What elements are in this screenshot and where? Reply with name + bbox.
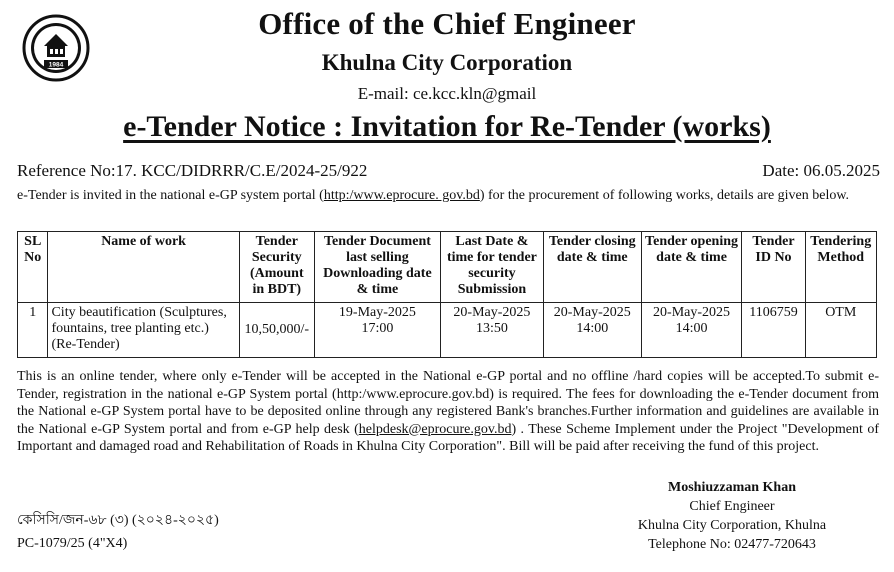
table-header-row <box>18 232 877 303</box>
eprocure-link[interactable]: http:/www.eprocure. gov.bd <box>323 188 480 203</box>
cell-sec-date <box>440 303 543 358</box>
notice-title: e-Tender Notice : Invitation for Re-Tender (works) <box>123 110 771 143</box>
organization-name: Khulna City Corporation <box>321 50 573 75</box>
table-row <box>18 303 877 358</box>
col-tender-id: Tender ID No <box>742 232 805 303</box>
memo-number: কেসিসি/জন-৬৮ (৩) (২০২৪-২০২৫) <box>17 513 219 528</box>
col-name-of-work: Name of work <box>48 232 239 303</box>
tender-table <box>17 231 877 358</box>
cell-tender-id: 1106759 <box>742 303 805 358</box>
cell-open-date <box>641 303 742 358</box>
doc-date: 19-May-2025 <box>338 305 416 320</box>
cell-sl: 1 <box>18 303 48 358</box>
col-security-submission: Last Date & time for tender security Submission <box>440 232 543 303</box>
cell-close-date <box>543 303 641 358</box>
intro-text: e-Tender is invited in the national e-GP system portal ( <box>17 188 324 203</box>
office-title: Office of the Chief Engineer <box>258 6 636 41</box>
open-time: 14:00 <box>675 321 708 336</box>
intro-text-end: ) for the procurement of following works, details are given below. <box>479 188 850 203</box>
cell-security: 10,50,000/- <box>239 303 314 358</box>
close-date: 20-May-2025 <box>553 305 631 320</box>
reference-line <box>17 161 880 181</box>
office-email: E-mail: ce.kcc.kln@gmail <box>357 84 537 103</box>
doc-time: 17:00 <box>361 321 394 336</box>
col-method: Tendering Method <box>805 232 877 303</box>
terms-text-end: ) . These Scheme Implement under the Project "Development of Important and damaged road and Rehabilitation of Roads in Khulna City Corporation". Bill will be paid after receiving the fund of this project. <box>17 421 879 454</box>
cell-name: City beautification (Sculptures, fountains, tree planting etc.) (Re-Tender) <box>48 303 239 358</box>
open-date: 20-May-2025 <box>653 305 731 320</box>
cell-method: OTM <box>805 303 877 358</box>
sec-date: 20-May-2025 <box>453 305 531 320</box>
sec-time: 13:50 <box>475 321 508 336</box>
signatory-phone: Telephone No: 02477-720643 <box>648 537 816 552</box>
terms-text: This is an online tender, where only e-Tender will be accepted in the National e-GP portal and no offline /hard copies will be accepted.To submit e-Tender, registration in the national e-GP System portal (http:/www.eprocure.gov.bd) is required. The fees for downloading the e-Tender document from the National e-GP System portal have to be deposited online through any registered Bank's branches.Further information and guidelines are available in the National e-GP System portal and from e-GP help desk ( <box>17 369 879 437</box>
col-closing: Tender closing date & time <box>543 232 641 303</box>
intro-paragraph <box>17 187 867 205</box>
cell-doc-date <box>314 303 440 358</box>
svg-text:1984: 1984 <box>48 61 64 69</box>
pc-number: PC-1079/25 (4"X4) <box>17 536 128 551</box>
col-sl: SL No <box>18 232 48 303</box>
terms-paragraph <box>17 368 879 456</box>
notice-date: Date: 06.05.2025 <box>762 161 880 180</box>
signatory-office: Khulna City Corporation, Khulna <box>637 518 827 533</box>
col-document-selling: Tender Document last selling Downloading date & time <box>314 232 440 303</box>
signatory-name: Moshiuzzaman Khan <box>668 480 796 495</box>
signature-block <box>612 478 852 554</box>
signatory-designation: Chief Engineer <box>689 499 775 514</box>
col-opening: Tender opening date & time <box>641 232 742 303</box>
col-tender-security: Tender Security (Amount in BDT) <box>239 232 314 303</box>
reference-number: Reference No:17. KCC/DIDRRR/C.E/2024-25/922 <box>17 161 368 180</box>
helpdesk-email-link[interactable]: helpdesk@eprocure.gov.bd <box>358 421 512 437</box>
close-time: 14:00 <box>576 321 609 336</box>
